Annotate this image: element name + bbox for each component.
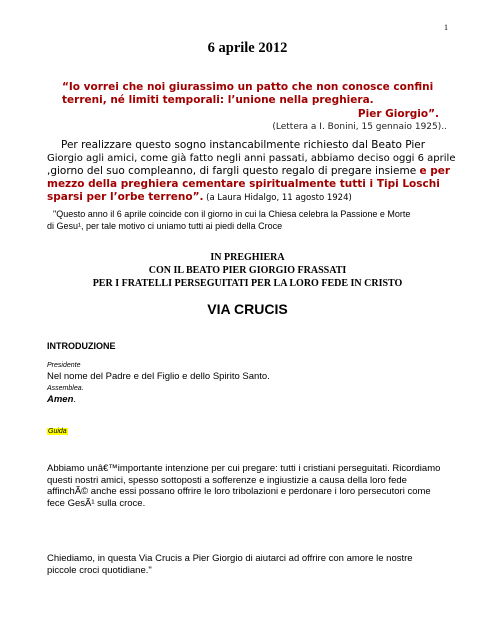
quote-line-2: terreni, né limiti temporali: l’unione nella preghiera. [62, 94, 374, 106]
intro-line-1 [47, 139, 457, 152]
intro-text-3: ,giorno del suo compleanno, di fargli questo regalo di pregare insieme [47, 165, 420, 177]
assemblea-text: Amen [47, 394, 74, 405]
guida-paragraph [47, 463, 467, 509]
closing-line-2: piccole croci quotidiane." [47, 564, 152, 576]
prayer-heading-line-2: CON IL BEATO PIER GIORGIO FRASSATI [148, 265, 347, 276]
assemblea-label: Assemblea. [47, 385, 84, 392]
coincidence-line-2: di Gesu¹, per tale motivo ci uniamo tutti ai piedi della Croce [47, 221, 283, 231]
intro-source: (a Laura Hidalgo, 11 agosto 1924) [203, 193, 352, 203]
prayer-heading-line-1: IN PREGHIERA [210, 252, 285, 263]
prayer-heading-line-3: PER I FRATELLI PERSEGUITATI PER LA LORO FEDE IN CRISTO [92, 278, 403, 289]
presidente-text: Nel nome del Padre e del Figlio e dello Spirito Santo. [47, 371, 270, 382]
via-crucis-title: VIA CRUCIS [207, 301, 288, 317]
prayer-heading [0, 251, 495, 290]
intro-bold-3: e per [419, 165, 451, 177]
introduzione-heading: INTRODUZIONE [47, 341, 116, 351]
quote-author: Pier Giorgio”. [357, 108, 439, 120]
page-title: 6 aprile 2012 [207, 40, 288, 56]
closing-line-1: Chiediamo, in questa Via Crucis a Pier Giorgio di aiutarci ad offrire con amore le nostre [47, 553, 413, 564]
assemblea-response [47, 394, 76, 405]
guida-label: Guida [48, 428, 67, 435]
intro-line-2: Giorgio agli amici, come già fatto negli anni passati, abbiamo deciso oggi 6 aprile [47, 153, 456, 164]
quote-block [62, 81, 442, 107]
guida-line-3: affinchÃ© anche essi possano offrire le loro tribolazioni e perdonare i loro persecutori come [47, 486, 431, 497]
intro-line-5 [47, 191, 457, 205]
closing-paragraph [47, 553, 467, 576]
coincidence-line-1: "Questo anno il 6 aprile coincide con il giorno in cui la Chiesa celebra la Passione e Morte [53, 209, 411, 219]
quote-line-1: “Io vorrei che noi giurassimo un patto che non conosce confini [62, 81, 434, 93]
guida-line-4: fece GesÃ¹ sulla croce. [47, 497, 146, 509]
guida-line-2: questi nostri amici, spesso sottoposti a sofferenze e ingiustizie a causa della loro fede [47, 474, 407, 486]
intro-text-1: Per realizzare questo sogno instancabilmente richiesto dal Beato Pier [61, 139, 426, 151]
page-number: 1 [444, 23, 448, 32]
assemblea-period: . [73, 394, 77, 405]
intro-line-4: mezzo della preghiera cementare spiritualmente tutti i Tipi Loschi [47, 178, 440, 190]
intro-line-3 [47, 165, 457, 178]
presidente-label: Presidente [47, 362, 81, 369]
quote-source: (Lettera a I. Bonini, 15 gennaio 1925).. [272, 122, 447, 132]
guida-line-1: Abbiamo unâ€™importante intenzione per cui pregare: tutti i cristiani perseguitati. Ricordiamo [47, 463, 441, 474]
coincidence-paragraph [47, 208, 467, 232]
intro-paragraph [47, 139, 457, 205]
intro-bold-5: sparsi per l’orbe terreno”. [47, 191, 204, 203]
